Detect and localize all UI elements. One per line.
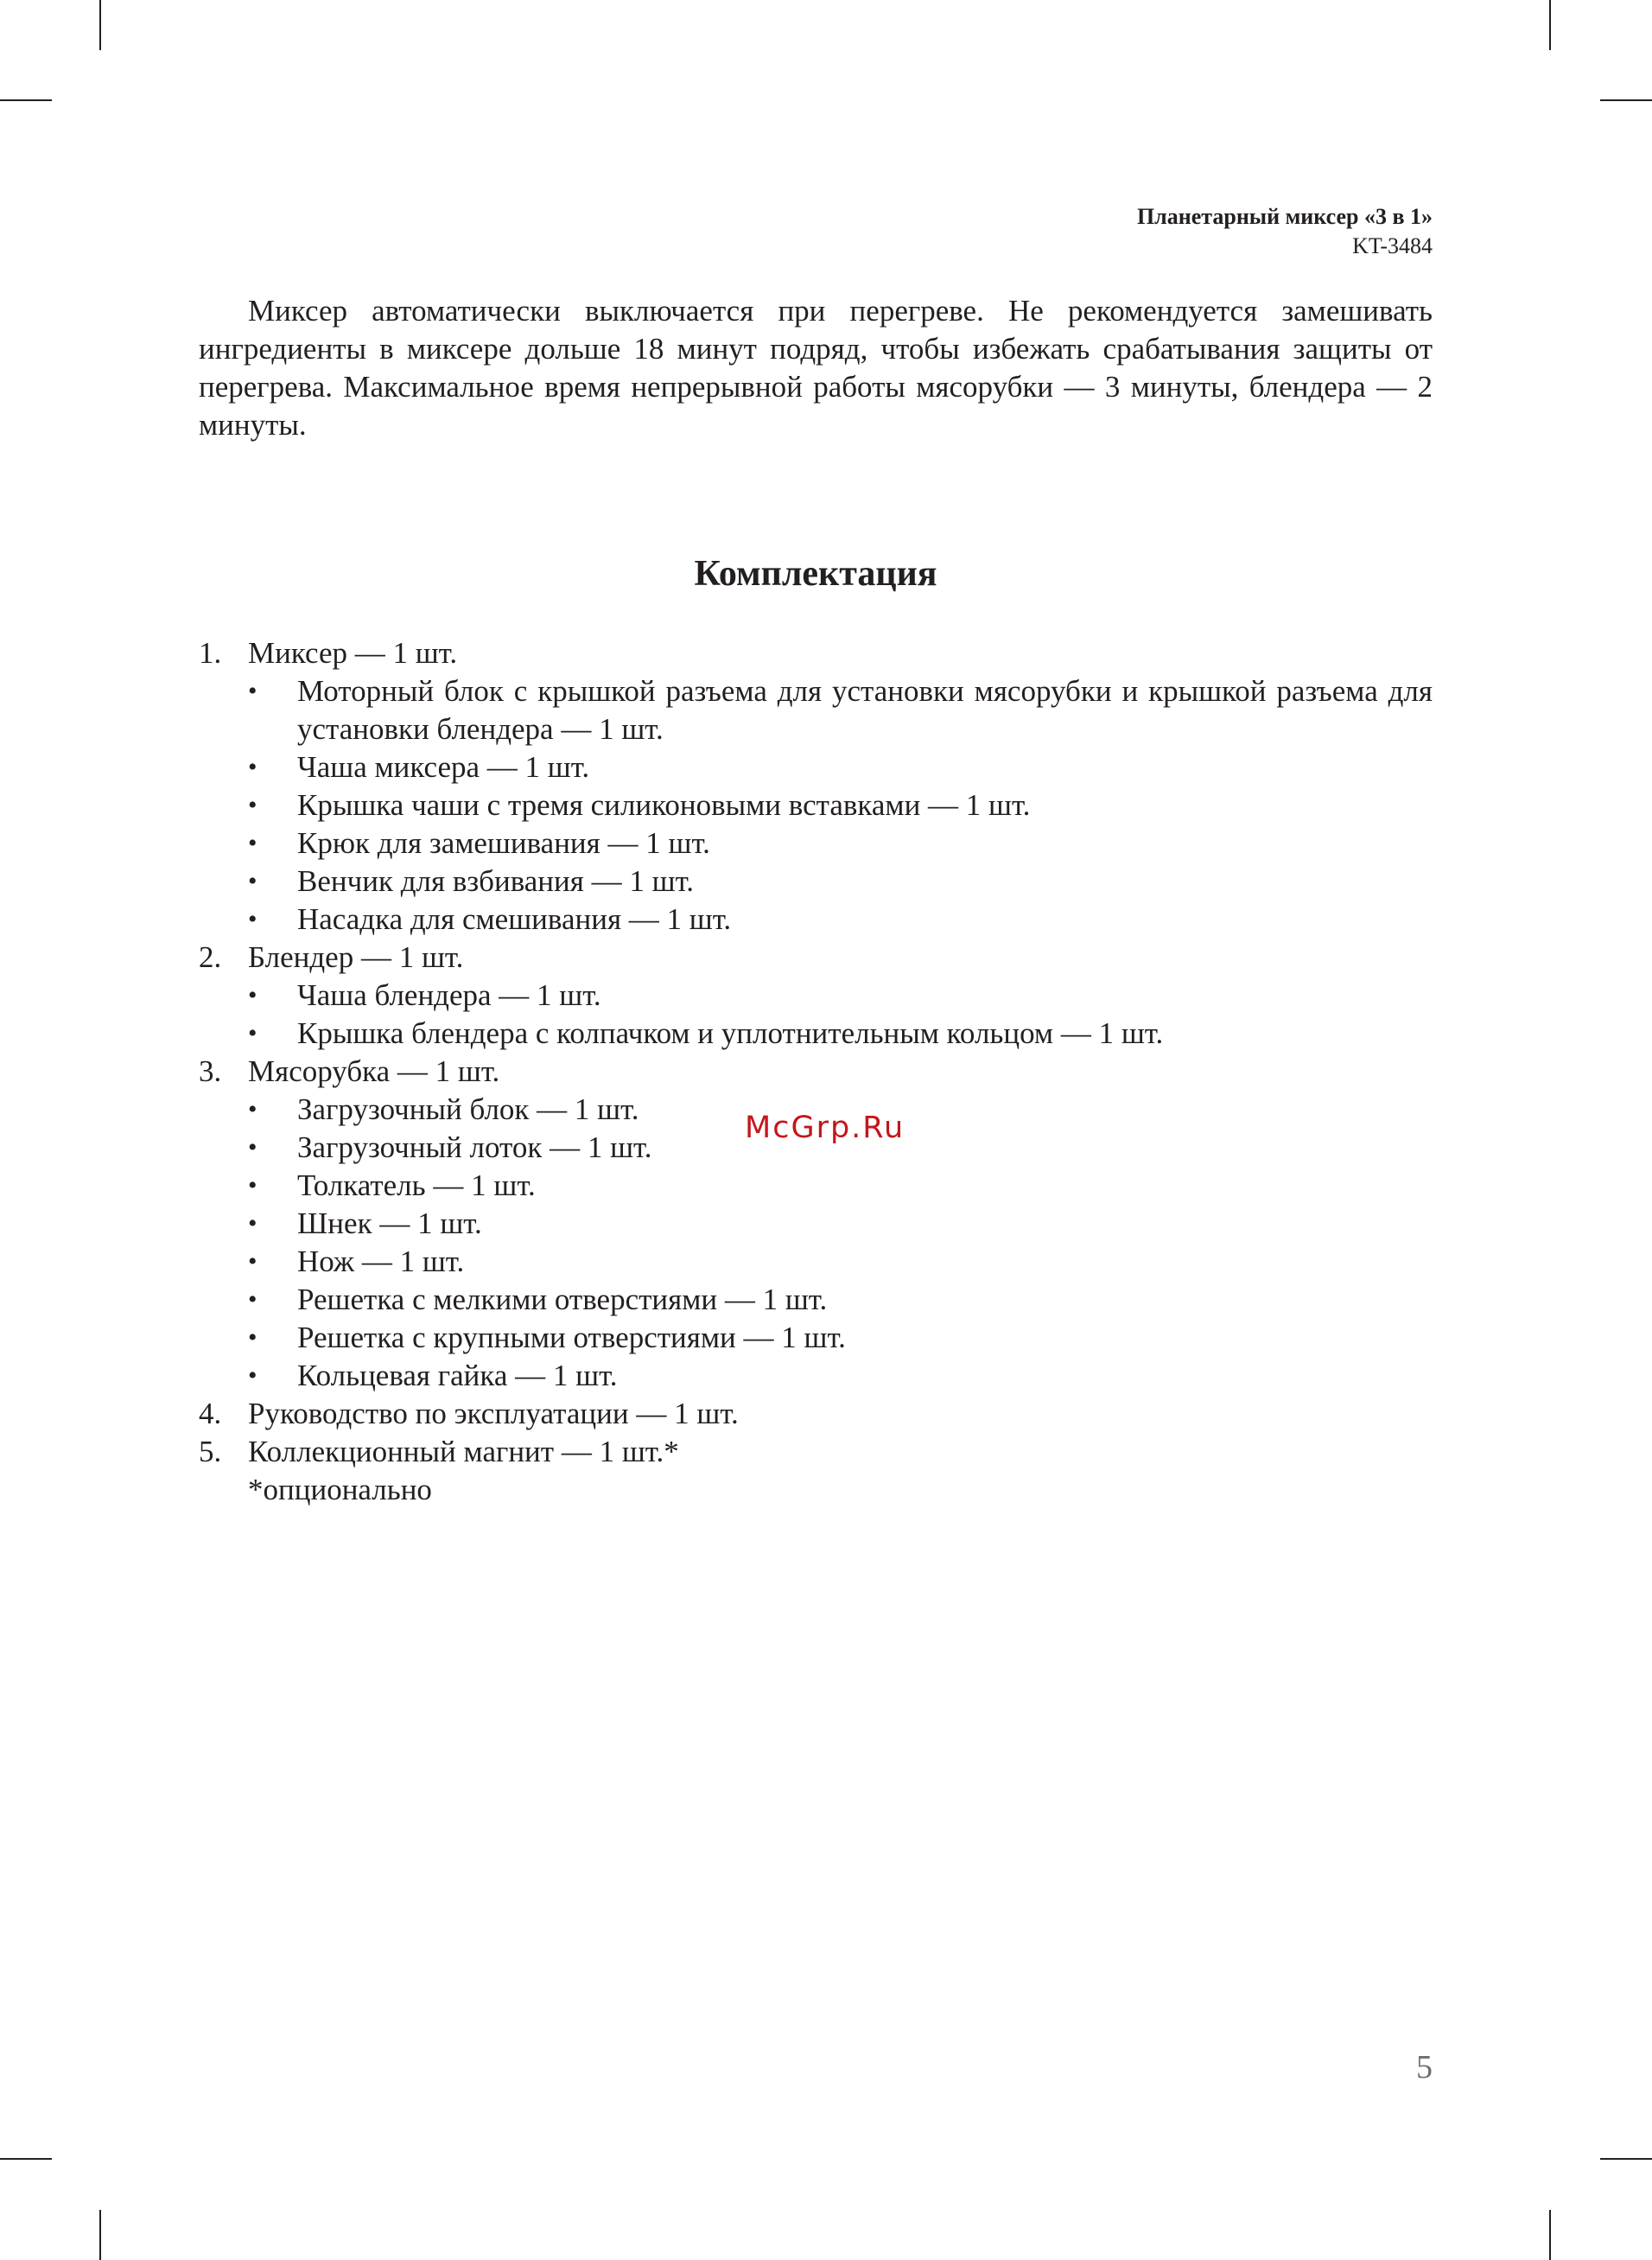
product-title: Планетарный миксер «3 в 1» — [1136, 204, 1433, 229]
bullet-icon: • — [248, 1285, 257, 1314]
bullet-icon: • — [248, 1361, 257, 1390]
kit-subitem: • Моторный блок с крышкой разъема для установки мясорубки и крышкой разъема для установки блендера — 1 шт. — [248, 674, 1433, 746]
overheat-paragraph: Миксер автоматически выключается при перегреве. Не рекомендуется замешивать ингредиенты в миксере дольше 18 минут подряд, чтобы избежать срабатывания защиты от перегрева. Максимальное время непрерывной работы мясорубки — 3 минуты, блендера — 2 минуты. — [199, 294, 1433, 442]
crop-mark-top-right — [1549, 0, 1551, 50]
kit-subitem: • Решетка с мелкими отверстиями — 1 шт. — [248, 1281, 1433, 1319]
kit-subitem: • Нож — 1 шт. — [248, 1243, 1433, 1281]
kit-item-label: Мясорубка — 1 шт. — [248, 1054, 500, 1088]
kit-item — [199, 1433, 1433, 1509]
bullet-icon: • — [248, 1323, 257, 1352]
kit-item-label: Блендер — 1 шт. — [248, 940, 464, 974]
crop-mark-left-top — [0, 99, 52, 101]
kit-item-label: Миксер — 1 шт. — [248, 636, 458, 670]
crop-mark-top-left — [99, 0, 101, 50]
kit-item — [199, 1395, 1433, 1433]
kit-item-number: 4. — [199, 1397, 222, 1430]
kit-item-label: Руководство по эксплуатации — 1 шт. — [248, 1397, 739, 1430]
kit-subitem: • Крышка блендера с колпачком и уплотнительным кольцом — 1 шт. — [248, 1015, 1433, 1053]
product-model: KT-3484 — [1352, 233, 1433, 258]
bullet-icon: • — [248, 1133, 257, 1162]
bullet-icon: • — [248, 1095, 257, 1124]
kit-subitem: • Крюк для замешивания — 1 шт. — [248, 824, 1433, 863]
kit-subitem: • Чаша блендера — 1 шт. — [248, 977, 1433, 1015]
kit-subitem: • Толкатель — 1 шт. — [248, 1167, 1433, 1205]
kit-item — [199, 634, 1433, 939]
bullet-icon: • — [248, 829, 257, 857]
section-title: Комплектация — [694, 554, 937, 594]
bullet-icon: • — [248, 1019, 257, 1047]
kit-item — [199, 1053, 1433, 1395]
bullet-icon: • — [248, 677, 257, 705]
kit-subitem: • Шнек — 1 шт. — [248, 1205, 1433, 1243]
kit-sublist — [248, 977, 1433, 1053]
crop-mark-left-bottom — [0, 2158, 52, 2160]
bullet-icon: • — [248, 905, 257, 933]
crop-mark-right-top — [1600, 99, 1652, 101]
kit-item — [199, 939, 1433, 1053]
kit-item-number: 3. — [199, 1054, 222, 1088]
crop-mark-right-bottom — [1600, 2158, 1652, 2160]
kit-subitem: • Насадка для смешивания — 1 шт. — [248, 901, 1433, 939]
kit-subitem: • Крышка чаши с тремя силиконовыми вставками — 1 шт. — [248, 786, 1433, 824]
kit-item-label: Коллекционный магнит — 1 шт.* — [248, 1435, 679, 1468]
running-header — [1137, 202, 1433, 261]
crop-mark-bottom-right — [1549, 2210, 1551, 2260]
kit-item-number: 2. — [199, 940, 222, 974]
kit-subitem: • Загрузочный блок — 1 шт. — [248, 1091, 1433, 1129]
bullet-icon: • — [248, 791, 257, 819]
kit-subitem: • Кольцевая гайка — 1 шт. — [248, 1357, 1433, 1395]
kit-sublist — [248, 672, 1433, 939]
page-number: 5 — [1416, 2049, 1433, 2085]
bullet-icon: • — [248, 1209, 257, 1238]
bullet-icon: • — [248, 1247, 257, 1276]
bullet-icon: • — [248, 1171, 257, 1200]
kit-subitem: • Загрузочный лоток — 1 шт. — [248, 1129, 1433, 1167]
bullet-icon: • — [248, 981, 257, 1009]
bullet-icon: • — [248, 753, 257, 781]
bullet-icon: • — [248, 867, 257, 895]
watermark: McGrp.Ru — [745, 1111, 905, 1145]
kit-subitem: • Чаша миксера — 1 шт. — [248, 748, 1433, 786]
kit-list — [199, 634, 1433, 1509]
kit-subitem: • Венчик для взбивания — 1 шт. — [248, 863, 1433, 901]
crop-mark-bottom-left — [99, 2210, 101, 2260]
kit-item-number: 5. — [199, 1435, 222, 1468]
footnote: *опционально — [248, 1473, 432, 1506]
kit-subitem: • Решетка с крупными отверстиями — 1 шт. — [248, 1319, 1433, 1357]
kit-item-number: 1. — [199, 636, 222, 670]
